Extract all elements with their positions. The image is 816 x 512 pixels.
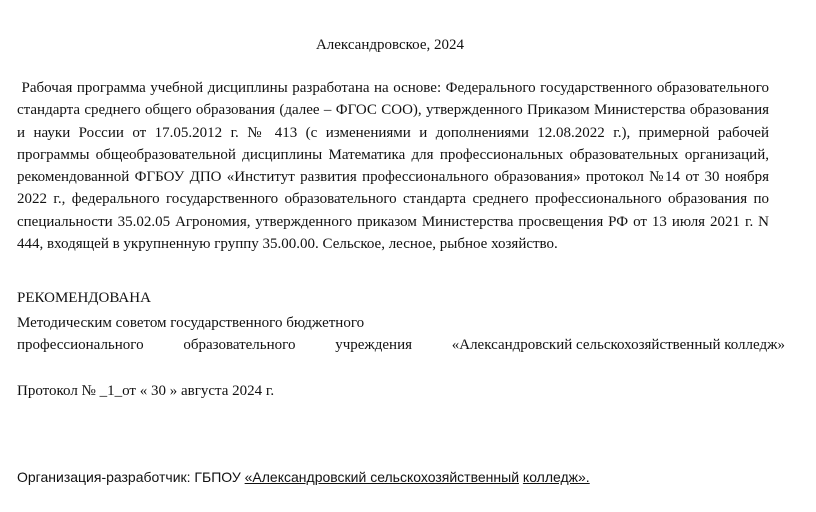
- developer-org-name-part1: «Александровский сельскохозяйственный: [244, 469, 520, 485]
- protocol-line: Протокол № _1_от « 30 » августа 2024 г.: [17, 383, 275, 399]
- developer-prefix: Организация-разработчик: ГБПОУ: [17, 469, 245, 485]
- recommended-label: РЕКОМЕНДОВАНА: [17, 290, 151, 306]
- intro-text: Рабочая программа учебной дисциплины разработана на основе: Федерального государственного образовательного стандарта среднего общего образования (далее – ФГОС СОО), утвержденного Приказом Министерства образования и науки России от 17.05.2012 г. № 413 (с изменениями и дополнениями 12.08.2022 г.), примерной рабочей программы общеобразовательной дисциплины Математика для профессиональных образовательных организаций, рекомендованной ФГБОУ ДПО «Институт развития профессионального образования» протокол №14 от 30 ноября 2022 г., федерального государственного образовательного стандарта среднего профессионального образования по специальности 35.02.05 Агрономия, утвержденного приказом Министерства просвещения РФ от 13 июля 2021 г. N 444, входящей в укрупненную группу 35.00.00. Сельское, лесное, рыбное хозяйство.: [17, 80, 769, 253]
- council-word-3: учреждения: [335, 337, 412, 353]
- council-college-name: «Александровский сельскохозяйственный колледж»: [451, 337, 785, 353]
- council-word-2: образовательного: [183, 337, 296, 353]
- place-year-heading: Александровское, 2024: [315, 37, 465, 53]
- council-line-1: Методическим советом государственного бюджетного: [17, 315, 365, 331]
- intro-paragraph: [17, 77, 769, 255]
- council-word-1: профессионального: [17, 337, 144, 353]
- council-line-2: [17, 334, 785, 356]
- developer-line: [17, 467, 590, 487]
- developer-org-name-part2: колледж».: [522, 469, 590, 485]
